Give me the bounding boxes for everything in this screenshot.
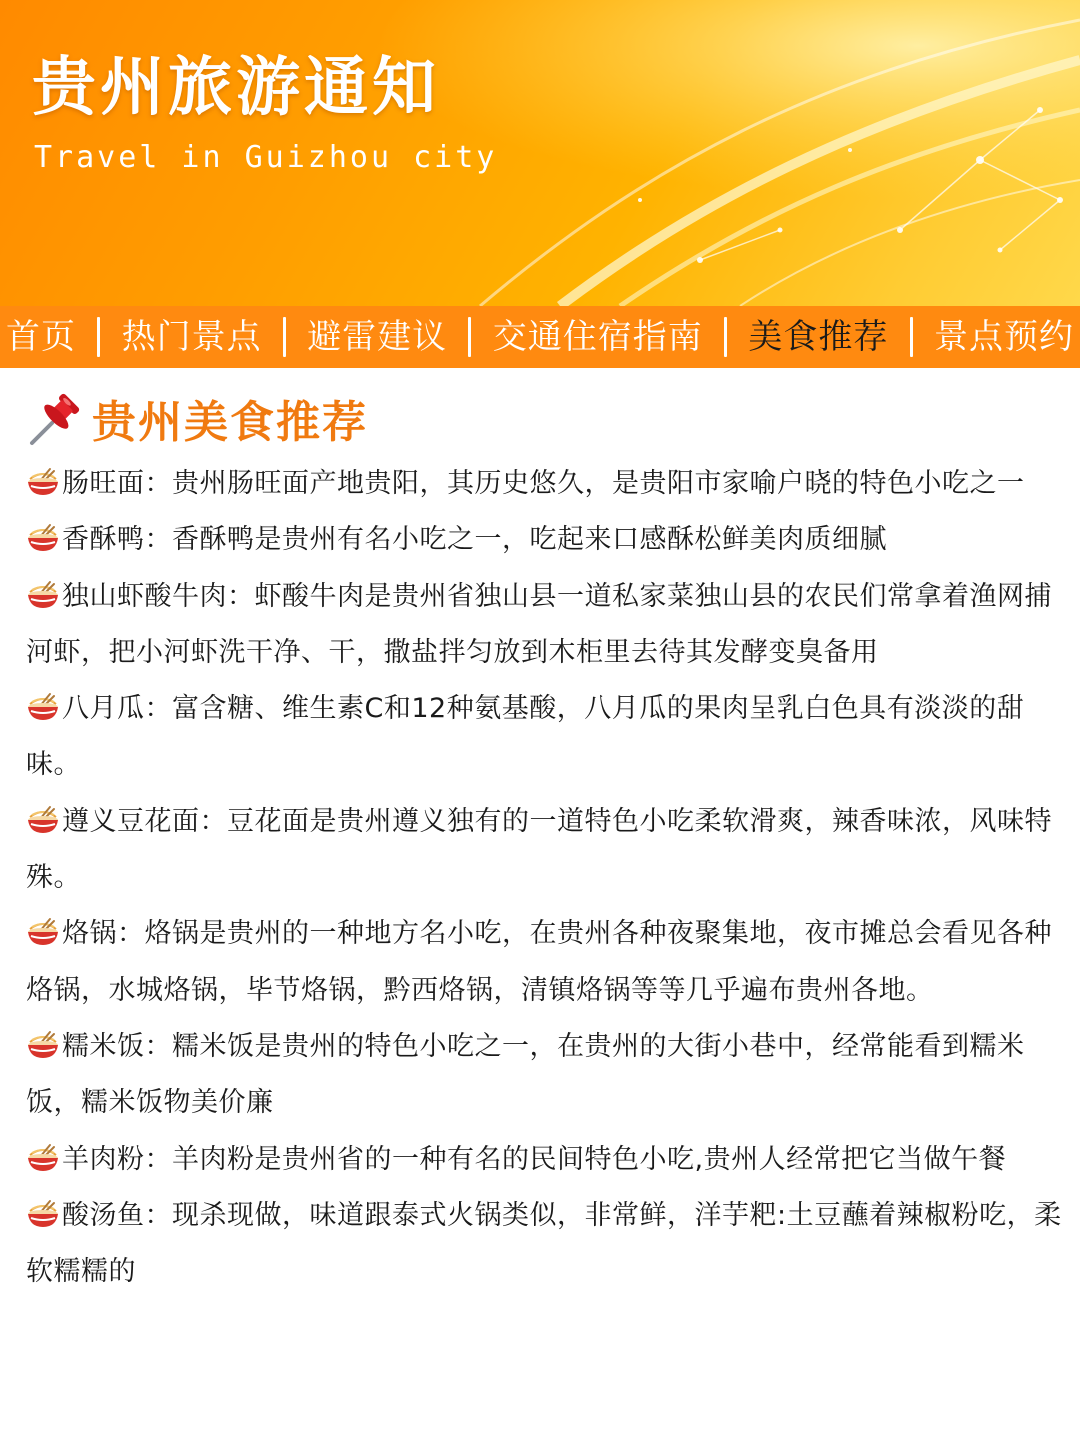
nav-item-booking[interactable]: 景点预约 [933,317,1074,357]
noodle-bowl-icon [26,1030,60,1060]
nav-divider [468,317,471,357]
food-item-text: 八月瓜：富含糖、维生素C和12种氨基酸，八月瓜的果肉呈乳白色具有淡淡的甜味。 [26,693,1025,781]
food-item [26,794,1066,907]
food-item-text: 香酥鸭：香酥鸭是贵州有名小吃之一，吃起来口感酥松鲜美肉质细腻 [62,524,887,556]
nav-item-pitfall-tips[interactable]: 避雷建议 [307,317,448,357]
noodle-bowl-icon [26,523,60,553]
nav-item-food[interactable]: 美食推荐 [748,317,889,357]
nav-divider [97,317,100,357]
main-content [26,380,1066,1300]
noodle-bowl-icon [26,692,60,722]
food-list [26,456,1066,1300]
noodle-bowl-icon [26,1199,60,1229]
food-item-text: 糯米饭：糯米饭是贵州的特色小吃之一，在贵州的大街小巷中，经常能看到糯米饭，糯米饭物美价廉 [26,1030,1025,1119]
food-item-text: 酸汤鱼：现杀现做，味道跟泰式火锅类似，非常鲜，洋芋粑:土豆蘸着辣椒粉吃，柔软糯糯的 [26,1199,1062,1288]
header-banner [0,0,1080,306]
food-item [26,1132,1066,1188]
food-item-text: 独山虾酸牛肉：虾酸牛肉是贵州省独山县一道私家菜独山县的农民们常拿着渔网捕河虾，把小河虾洗干净、干，撒盐拌匀放到木柜里去待其发酵变臭备用 [26,580,1052,668]
noodle-bowl-icon [26,467,60,497]
section-header [26,380,1066,456]
nav-divider [724,317,727,357]
noodle-bowl-icon [26,917,60,947]
nav-item-attractions[interactable]: 热门景点 [121,317,262,357]
food-item [26,681,1066,794]
food-item-text: 肠旺面：贵州肠旺面产地贵阳，其历史悠久，是贵阳市家喻户晓的特色小吃之一 [62,468,1025,499]
noodle-bowl-icon [26,580,60,610]
nav-divider [910,317,913,357]
food-item [26,456,1066,512]
food-item [26,1188,1066,1301]
nav-divider [283,317,286,357]
noodle-bowl-icon [26,805,60,835]
food-item [26,906,1066,1019]
food-item [26,569,1066,682]
banner-subtitle: Travel in Guizhou city [34,140,498,175]
food-item [26,1019,1066,1132]
noodle-bowl-icon [26,1143,60,1173]
food-item-text: 烙锅：烙锅是贵州的一种地方名小吃，在贵州各种夜聚集地，夜市摊总会看见各种烙锅，水城烙锅，毕节烙锅，黔西烙锅，清镇烙锅等等几乎遍布贵州各地。 [26,918,1052,1006]
banner-title: 贵州旅游通知 [32,51,440,125]
section-title: 贵州美食推荐 [92,397,368,448]
pushpin-icon [26,387,86,449]
food-item [26,512,1066,568]
food-item-text: 羊肉粉：羊肉粉是贵州省的一种有名的民间特色小吃,贵州人经常把它当做午餐 [62,1143,1007,1175]
nav-item-transport-lodging[interactable]: 交通住宿指南 [492,317,703,357]
nav-item-home[interactable]: 首页 [6,317,76,357]
food-item-text: 遵义豆花面：豆花面是贵州遵义独有的一道特色小吃柔软滑爽，辣香味浓，风味特殊。 [26,805,1052,894]
top-nav [0,306,1080,368]
